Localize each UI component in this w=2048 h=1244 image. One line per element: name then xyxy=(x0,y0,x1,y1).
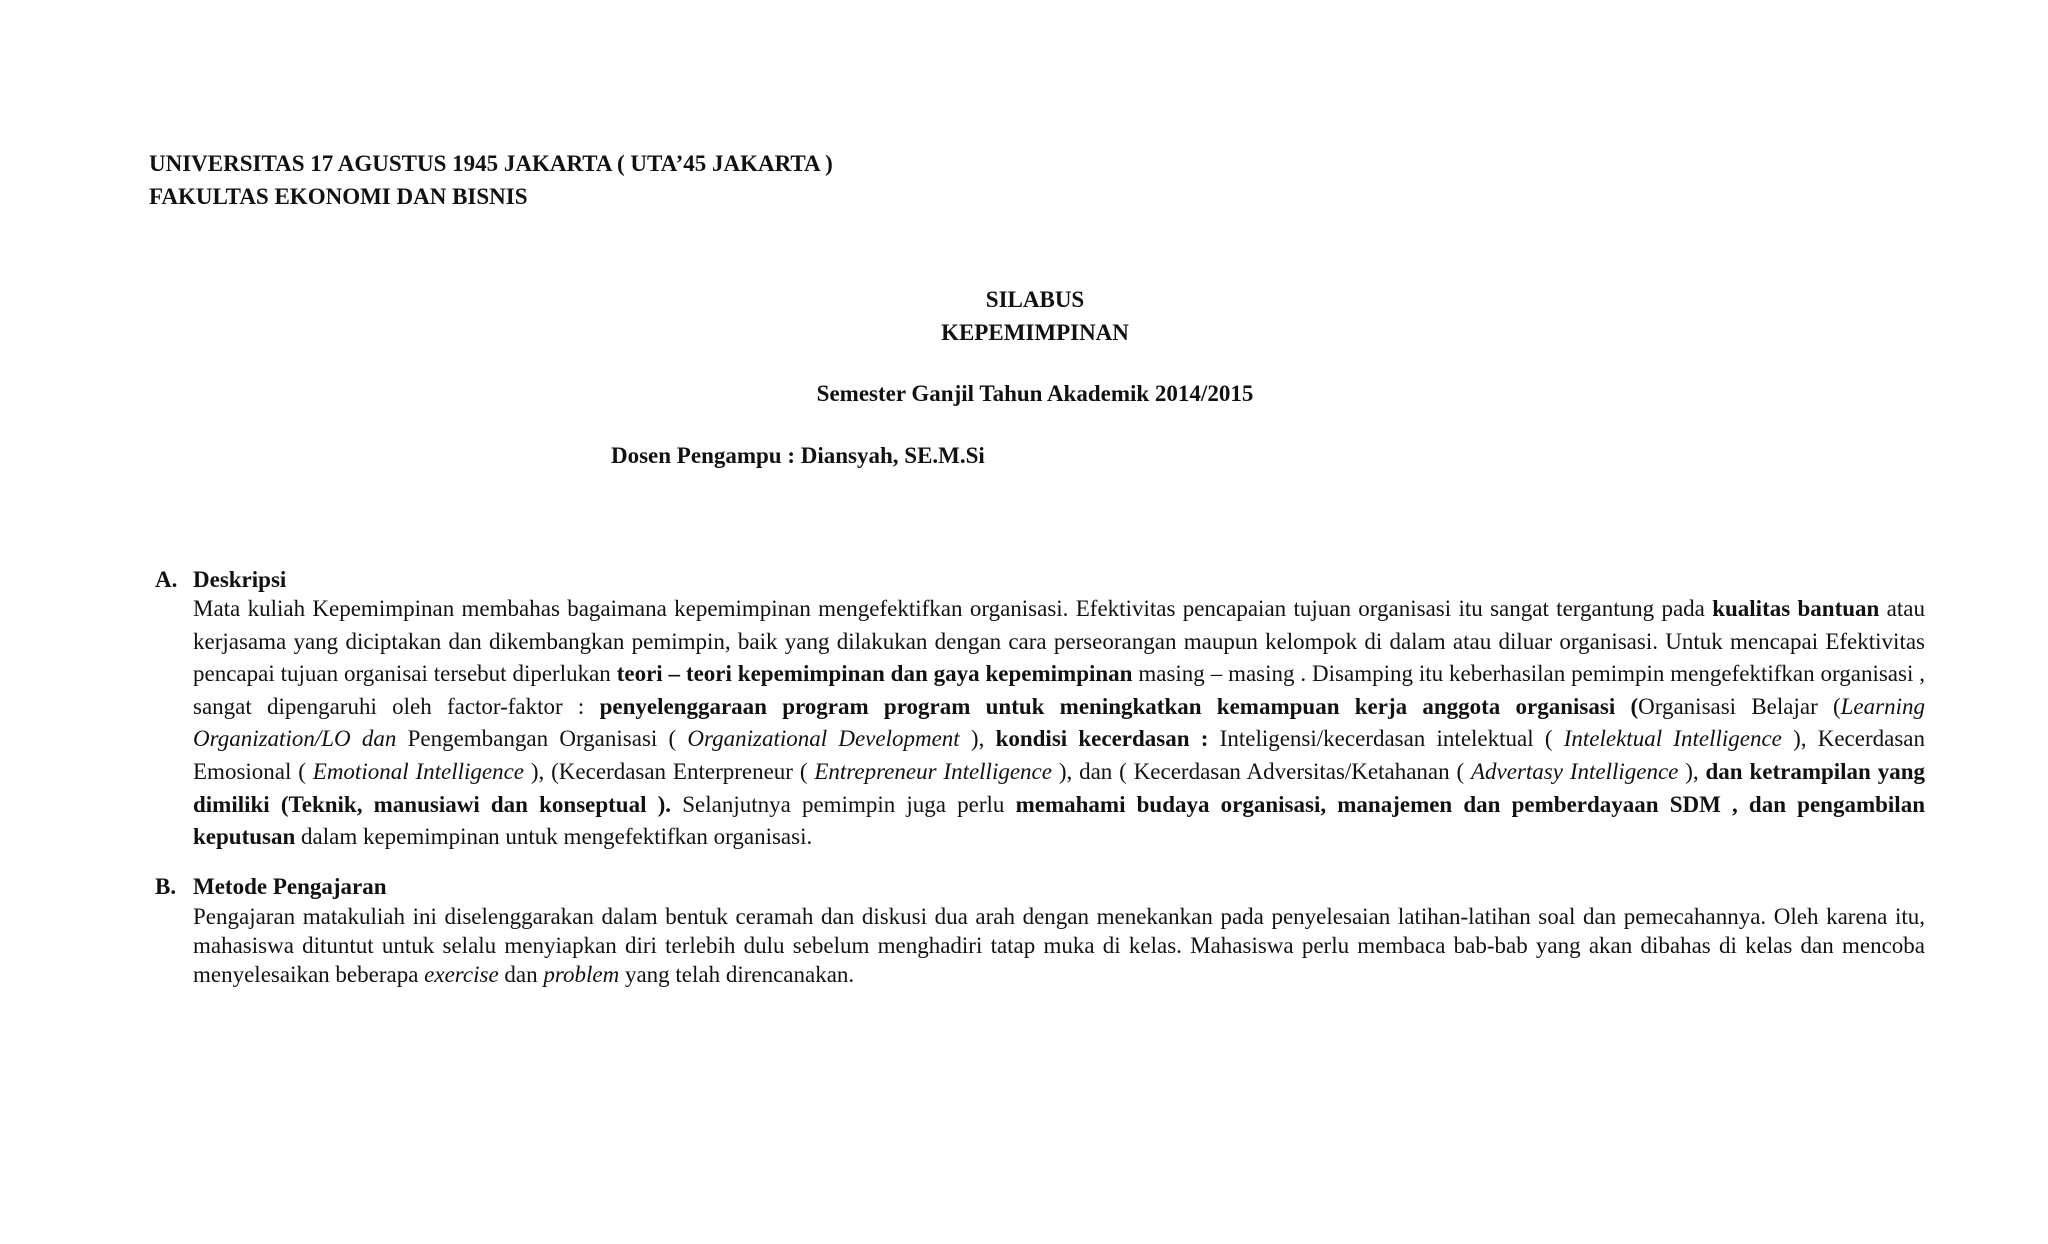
text-run: ), Kecerdasan Emosional ( xyxy=(193,726,1926,784)
text-run: Organisasi Belajar ( xyxy=(1638,693,1841,719)
italic-run: Organizational Development xyxy=(687,726,960,752)
lecturer-line: Dosen Pengampu : Diansyah, SE.M.Si xyxy=(611,443,985,468)
text-run: ), dan ( Kecerdasan Adversitas/Ketahanan ( xyxy=(1051,758,1471,784)
text-run: dalam kepemimpinan untuk mengefektifkan organisasi. xyxy=(295,824,813,850)
italic-run: Entrepreneur Intelligence xyxy=(814,758,1052,784)
section-b-letter: B. xyxy=(155,874,177,899)
text-run: ), xyxy=(1678,758,1706,784)
text-run: ), xyxy=(959,726,996,752)
text-run: yang telah direncanakan. xyxy=(619,962,855,987)
text-run: Selanjutnya pemimpin juga perlu xyxy=(671,791,1016,817)
italic-run: Learning Organization/LO dan xyxy=(193,693,1925,752)
section-a-paragraph xyxy=(193,593,1925,854)
italic-run: problem xyxy=(543,962,620,987)
text-run: atau kerjasama yang diciptakan dan dikembangkan pemimpin, baik yang dilakukan dengan cara perseorangan maupun kelompok di dalam atau diluar organisasi. Untuk mencapai Efektivitas pencapai tujuan organisai tersebut diperlukan xyxy=(193,596,1925,687)
bold-run: teori – teori kepemimpinan dan gaya kepemimpinan xyxy=(616,661,1133,687)
italic-run: Emotional Intelligence xyxy=(312,758,525,784)
text-run: Mata kuliah Kepemimpinan membahas bagaimana kepemimpinan mengefektifkan organisasi. Efektivitas pencapaian tujuan organisasi itu sangat tergantung pada xyxy=(193,596,1713,621)
faculty-name: FAKULTAS EKONOMI DAN BISNIS xyxy=(149,184,528,209)
course-title: KEPEMIMPINAN xyxy=(941,320,1129,345)
text-run: dan xyxy=(498,962,544,987)
italic-run: exercise xyxy=(424,962,499,987)
text-run: Pengajaran matakuliah ini diselenggarakan dalam bentuk ceramah dan diskusi dua arah dengan menekankan pada penyelesaian latihan-latihan soal dan pemecahannya. Oleh karena itu, mahasiswa dituntut untuk selalu menyiapkan diri terlebih dulu sebelum menghadiri tatap muka di kelas. Mahasiswa perlu membaca bab-bab yang akan dibahas di kelas dan mencoba menyelesaikan beberapa xyxy=(193,904,1925,987)
bold-run: memahami budaya organisasi, manajemen dan pemberdayaan SDM , dan pengambilan keputusan xyxy=(193,791,1925,850)
syllabus-title: SILABUS xyxy=(985,287,1085,312)
bold-run: dan ketrampilan yang dimiliki (Teknik, manusiawi dan konseptual ). xyxy=(193,758,1925,817)
italic-run: Advertasy Intelligence xyxy=(1471,758,1679,784)
text-run: ), (Kecerdasan Enterpreneur ( xyxy=(524,758,815,784)
bold-run: penyelenggaraan program program untuk meningkatkan kemampuan kerja anggota organisasi ( xyxy=(599,693,1639,719)
text-run: masing – masing . Disamping itu keberhasilan pemimpin mengefektifkan organisasi , sangat dipengaruhi oleh factor-faktor : xyxy=(193,661,1925,719)
section-a-letter: A. xyxy=(155,567,178,592)
bold-run: kualitas bantuan xyxy=(1712,596,1880,621)
semester-line: Semester Ganjil Tahun Akademik 2014/2015 xyxy=(816,381,1254,406)
section-a-heading: Deskripsi xyxy=(193,567,287,592)
section-b-paragraph xyxy=(193,902,1925,989)
text-run: Inteligensi/kecerdasan intelektual ( xyxy=(1208,726,1564,752)
bold-run: kondisi kecerdasan : xyxy=(995,726,1209,752)
university-name: UNIVERSITAS 17 AGUSTUS 1945 JAKARTA ( UTA’45 JAKARTA ) xyxy=(149,151,833,176)
section-b-heading: Metode Pengajaran xyxy=(193,874,387,899)
text-run: Pengembangan Organisasi ( xyxy=(396,726,688,752)
italic-run: Intelektual Intelligence xyxy=(1563,726,1782,752)
